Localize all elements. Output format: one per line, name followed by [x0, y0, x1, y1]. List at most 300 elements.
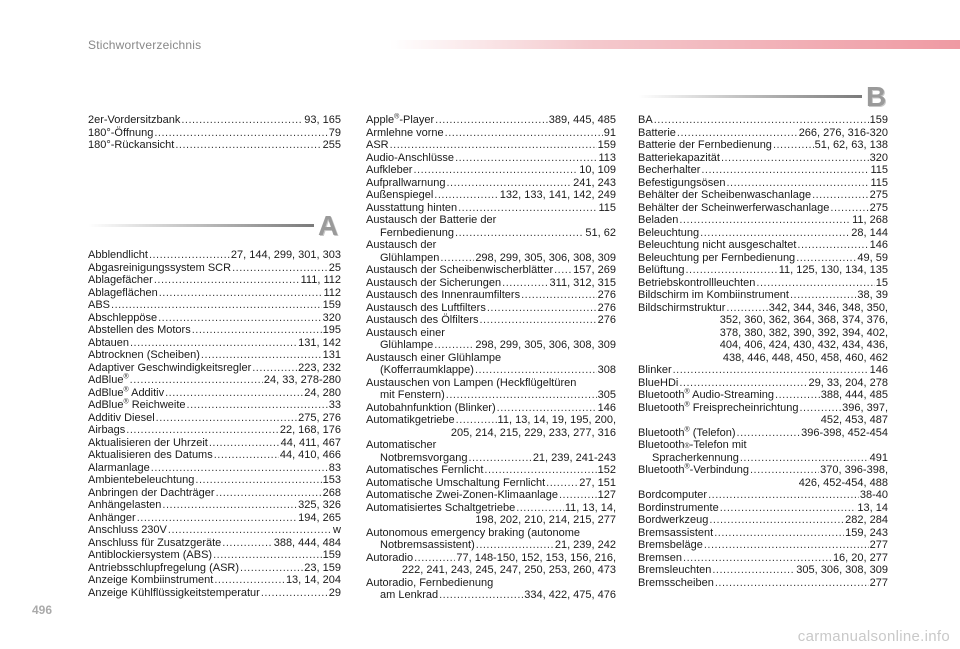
leader-dots: [201, 349, 322, 362]
page-references: 132, 133, 141, 142, 249: [499, 189, 616, 201]
page-references-continued: 205, 214, 215, 229, 233, 277, 316: [450, 426, 616, 439]
index-entry: [88, 574, 341, 587]
page-references: 44, 411, 467: [280, 436, 341, 449]
index-entry-line: [88, 324, 341, 337]
index-term: Aufprallwarnung: [366, 176, 446, 189]
index-entry: [88, 524, 341, 537]
index-entry: [88, 374, 341, 387]
index-entry: [638, 389, 888, 402]
index-term: Anschluss 230V: [88, 524, 167, 536]
index-term: Abgasreinigungssystem SCR: [88, 261, 232, 274]
index-entry-line: [88, 412, 341, 425]
index-entry-line: [88, 437, 341, 450]
index-entry-line: [366, 139, 616, 152]
index-entry-line: [88, 524, 341, 537]
index-term: 180°-Öffnung: [88, 126, 154, 139]
index-term: Abtrocknen (Scheiben): [88, 349, 200, 361]
index-entry: [638, 527, 888, 540]
page-references: 241, 243: [573, 176, 616, 189]
index-entry: [88, 127, 341, 140]
index-term: Autonomous emergency braking (autonome: [366, 526, 581, 539]
watermark: carmanualsonline.info: [797, 628, 950, 645]
page-references: 11, 268: [852, 214, 888, 226]
index-entry: [638, 164, 888, 177]
index-term: Bluetooth®-Verbindung: [638, 463, 749, 476]
index-entry: [88, 549, 341, 562]
index-entry-line: [88, 349, 341, 362]
leader-dots: [559, 489, 597, 502]
page-references: 320: [322, 311, 341, 324]
index-entry-line: [638, 502, 888, 515]
index-entry: [366, 189, 616, 202]
leader-dots: [502, 277, 548, 290]
index-entry: [638, 214, 888, 227]
page-references: 159, 243: [845, 526, 888, 539]
index-term: Glühlampe: [380, 339, 434, 351]
index-term: Aktualisieren der Uhrzeit: [88, 436, 208, 449]
index-term: Ausstattung hinten: [366, 201, 458, 214]
leader-dots: [673, 364, 869, 377]
index-term: Becherhalter: [638, 164, 701, 176]
leader-dots: [151, 462, 328, 475]
index-entry-line: [88, 312, 341, 325]
index-entry-line: [366, 177, 616, 190]
index-entry: [638, 139, 888, 152]
index-entry-line: [88, 462, 341, 475]
index-entry-line: [638, 402, 888, 415]
leader-dots: [232, 262, 328, 275]
page-references: 131: [322, 349, 341, 361]
index-term: Fernbedienung: [380, 226, 455, 239]
index-term: Betriebskontrollleuchten: [638, 276, 756, 289]
leader-dots: [165, 387, 303, 400]
index-entry-line: [366, 289, 616, 302]
leader-dots: [726, 302, 767, 315]
index-term: Beleuchtung: [638, 226, 700, 239]
index-entry: [88, 399, 341, 412]
index-entry: [638, 502, 888, 515]
index-entry-line: [366, 477, 616, 490]
page-references: 282, 284: [845, 514, 888, 526]
page-references: 111, 112: [300, 274, 341, 286]
page-references: 27, 144, 299, 301, 303: [230, 249, 341, 261]
leader-dots: [111, 299, 322, 312]
page-references: 131, 142: [298, 336, 341, 349]
index-entry-line: [88, 562, 341, 575]
index-entry: [638, 252, 888, 265]
leader-dots: [685, 264, 777, 277]
page-references: 23, 159: [304, 561, 341, 574]
page-references: 115: [870, 176, 888, 189]
index-entry-line: [366, 502, 616, 515]
index-term: Beleuchtung per Fernbedienung: [638, 251, 796, 264]
index-entry-line: [366, 152, 616, 165]
index-term: Austausch des Luftfilters: [366, 301, 486, 314]
index-entry-line: [366, 227, 616, 240]
leader-dots: [456, 414, 497, 427]
page-references: 24, 33, 278-280: [263, 374, 341, 386]
page-references-continued: 438, 446, 448, 450, 458, 460, 462: [722, 351, 888, 364]
index-entry: [366, 264, 616, 277]
page-references: 275, 276: [298, 411, 341, 424]
index-term: Blinker: [638, 364, 672, 376]
index-term: Bluetooth® Freisprecheinrichtung: [638, 400, 799, 414]
leader-dots: [439, 589, 523, 602]
leader-dots: [797, 239, 868, 252]
index-entry: [366, 527, 616, 552]
index-term: Austausch der Batterie der: [366, 214, 497, 226]
letter-rule: [88, 224, 314, 227]
index-entry-line: [88, 399, 341, 412]
leader-dots: [214, 574, 285, 587]
index-term: Anzeige Kühlflüssigkeitstemperatur: [88, 586, 260, 599]
index-term: Austausch des Innenraumfilters: [366, 289, 521, 301]
index-term: 180°-Rückansicht: [88, 139, 175, 151]
index-entry: [88, 587, 341, 600]
leader-dots: [679, 377, 807, 390]
leader-dots: [390, 139, 597, 152]
page-references: 11, 125, 130, 134, 135: [778, 264, 888, 276]
index-entry: [88, 487, 341, 500]
page-references: 113: [598, 151, 616, 164]
leader-dots: [216, 487, 322, 500]
index-entry-line: [638, 289, 888, 302]
leader-dots: [737, 427, 801, 440]
index-term: AdBlue®: [88, 373, 129, 386]
index-entry-line: [366, 314, 616, 327]
index-column-2: [366, 114, 616, 602]
page-references: 159: [322, 549, 341, 561]
leader-dots: [714, 527, 844, 540]
page-references: 277: [869, 576, 888, 589]
index-term: Austausch einer: [366, 326, 445, 339]
leader-dots: [773, 139, 814, 152]
leader-dots: [209, 437, 280, 450]
index-entry-line: [366, 202, 616, 215]
page-references: 16, 20, 277: [832, 551, 888, 564]
index-term: Anschluss für Zusatzgeräte: [88, 536, 222, 549]
index-term: Bremsen: [638, 551, 683, 564]
letter-heading-a: A: [318, 210, 339, 241]
leader-dots: [447, 177, 573, 190]
leader-dots: [240, 562, 303, 575]
index-term: Austausch einer Glühlampe: [366, 351, 502, 364]
index-entry: [88, 287, 341, 300]
index-term: Behälter der Scheinwerferwaschanlage: [638, 201, 830, 214]
leader-dots: [440, 252, 474, 265]
index-term: Batterie: [638, 126, 676, 139]
index-term: AdBlue® Additiv: [88, 385, 165, 399]
page-references: 157, 269: [573, 264, 616, 276]
index-term: Austausch der Scheibenwischerblätter: [366, 264, 554, 276]
leader-dots: [654, 114, 869, 127]
index-term: Ablagefächer: [88, 274, 153, 286]
index-term: Bluetooth ® -Telefon mit: [638, 439, 747, 451]
index-entry: [88, 349, 341, 362]
leader-dots: [445, 127, 603, 140]
index-entry-line: [366, 339, 616, 352]
leader-dots: [790, 289, 856, 302]
index-term: Aktualisieren des Datums: [88, 449, 213, 461]
index-entry: [88, 324, 341, 337]
leader-dots: [812, 189, 869, 202]
index-entry: [88, 412, 341, 425]
index-entry-line: [366, 189, 616, 202]
page-references: 275: [869, 189, 888, 201]
index-term: Bildschirm im Kombiinstrument: [638, 289, 789, 301]
index-entry-line: [88, 139, 341, 152]
index-term: Beleuchtung nicht ausgeschaltet: [638, 239, 797, 251]
index-term: Befestigungsösen: [638, 176, 726, 189]
index-term: Beladen: [638, 214, 679, 226]
index-entry-line: [366, 364, 616, 377]
index-term: Abstellen des Motors: [88, 324, 191, 336]
leader-dots: [683, 552, 832, 565]
index-entry-line: [88, 249, 341, 262]
index-entry: [638, 289, 888, 302]
index-term: Abtauen: [88, 336, 129, 349]
index-entry-line: [638, 577, 888, 590]
index-entry: [366, 139, 616, 152]
page-references: 305, 306, 308, 309: [796, 564, 888, 576]
index-entry: [366, 314, 616, 327]
index-term: Anbringen der Dachträger: [88, 486, 215, 499]
index-term: Austausch der: [366, 239, 437, 251]
leader-dots: [796, 252, 856, 265]
leader-dots: [709, 514, 844, 527]
index-entry: [88, 437, 341, 450]
page-references: 25: [328, 261, 341, 274]
letter-rule: [638, 95, 862, 98]
leader-dots: [434, 189, 499, 202]
leader-dots: [800, 402, 842, 415]
index-term: Batteriekapazität: [638, 151, 720, 164]
index-entry-line: [638, 489, 888, 502]
leader-dots: [181, 114, 303, 127]
index-term: Bordwerkzeug: [638, 514, 709, 526]
index-entry: [638, 514, 888, 527]
index-term: Automatische Zwei-Zonen-Klimaanlage: [366, 489, 558, 501]
index-entry-line: [88, 449, 341, 462]
page-references: 223, 232: [298, 361, 341, 374]
index-entry: [638, 364, 888, 377]
page-references: 13, 14, 204: [285, 574, 341, 586]
leader-dots: [468, 452, 531, 465]
leader-dots: [214, 449, 279, 462]
index-entry: [638, 564, 888, 577]
leader-dots: [130, 374, 263, 387]
page-references: 298, 299, 305, 306, 308, 309: [475, 339, 616, 351]
leader-dots: [162, 499, 297, 512]
index-term: ABS: [88, 299, 111, 311]
index-entry-line: [638, 377, 888, 390]
leader-dots: [712, 564, 795, 577]
index-entry-line: [88, 512, 341, 525]
index-term: Autobahnfunktion (Blinker): [366, 401, 496, 414]
index-term: Autoradio, Fernbedienung: [366, 576, 494, 589]
page-references: 15: [875, 276, 888, 289]
page-references: 44, 410, 466: [279, 449, 341, 461]
index-entry-line: [638, 127, 888, 140]
index-term: Bluetooth® (Telefon): [638, 425, 736, 439]
leader-dots: [126, 424, 279, 437]
index-term: Automatisches Fernlicht: [366, 464, 484, 476]
index-term: Glühlampen: [380, 251, 440, 264]
index-term: Anzeige Kombiinstrument: [88, 574, 214, 586]
index-term: Automatischer: [366, 439, 437, 451]
leader-dots: [750, 464, 819, 477]
index-entry: [366, 377, 616, 402]
index-entry-line: [638, 389, 888, 402]
index-term: Aufkleber: [366, 164, 413, 176]
leader-dots: [154, 127, 327, 140]
header-bar: [390, 40, 960, 49]
index-entry-line: [88, 127, 341, 140]
index-entry: [366, 577, 616, 602]
page-references: 112: [323, 286, 341, 299]
index-entry: [88, 424, 341, 437]
index-term: am Lenkrad: [380, 589, 439, 601]
index-entry-line: [638, 564, 888, 577]
page-references: 334, 422, 475, 476: [524, 589, 616, 601]
index-term: Audio-Anschlüsse: [366, 151, 455, 164]
leader-dots: [756, 277, 874, 290]
index-term: Apple®-Player: [366, 113, 435, 126]
index-term: Antriebsschlupfregelung (ASR): [88, 561, 240, 574]
index-entry: [638, 114, 888, 127]
index-entry-line: [638, 152, 888, 165]
index-entry: [88, 299, 341, 312]
index-term: BA: [638, 114, 653, 126]
index-entry: [638, 127, 888, 140]
index-term: Notbremsassistent): [380, 539, 475, 551]
page-references: 195: [322, 324, 341, 336]
index-entry-line: [638, 239, 888, 252]
leader-dots: [414, 552, 455, 565]
index-term: Automatikgetriebe: [366, 414, 455, 426]
leader-dots: [158, 312, 322, 325]
index-column-1-a: [88, 249, 341, 599]
index-term: Additiv Diesel: [88, 411, 155, 424]
leader-dots: [480, 314, 597, 327]
index-term: Airbags: [88, 424, 126, 436]
page-references: 127: [597, 489, 616, 501]
page-references: 115: [870, 164, 888, 176]
index-term: Austausch des Ölfilters: [366, 314, 479, 326]
index-term: Adaptiver Geschwindigkeitsregler: [88, 361, 252, 374]
index-entry: [366, 402, 616, 415]
index-term: BlueHDi: [638, 376, 679, 389]
index-entry-line: [638, 189, 888, 202]
page-references: 305: [597, 389, 616, 401]
index-term: Außenspiegel: [366, 189, 434, 201]
page-references: 370, 396-398,: [820, 464, 888, 476]
page-references: 28, 144: [851, 226, 888, 239]
leader-dots: [554, 264, 572, 277]
leader-dots: [700, 227, 850, 240]
leader-dots: [516, 502, 564, 515]
leader-dots: [446, 389, 597, 402]
page-references: 79: [328, 126, 341, 139]
page-references-continued: 452, 453, 487: [820, 414, 888, 426]
index-entry: [366, 214, 616, 239]
index-entry-line: [638, 177, 888, 190]
page-references: w: [333, 524, 341, 536]
page-references: 115: [598, 201, 616, 214]
index-entry-line: [638, 464, 888, 477]
index-entry: [366, 202, 616, 215]
index-entry-line: [638, 264, 888, 277]
index-entry: [638, 189, 888, 202]
page-references: 83: [328, 461, 341, 474]
index-entry: [366, 302, 616, 315]
index-entry-line: [88, 487, 341, 500]
index-entry: [366, 464, 616, 477]
leader-dots: [455, 227, 584, 240]
index-term: Anhängelasten: [88, 499, 162, 511]
index-entry: [366, 164, 616, 177]
page-references: 51, 62, 63, 138: [814, 139, 888, 151]
index-entry: [638, 402, 888, 427]
page-references: 33: [328, 399, 341, 411]
index-entry: [366, 177, 616, 190]
index-term: Armlehne vorne: [366, 126, 444, 139]
page-references: 276: [597, 314, 616, 326]
index-entry: [638, 439, 888, 464]
header-title: Stichwortverzeichnis: [88, 38, 202, 52]
index-entry-line: [638, 539, 888, 552]
leader-dots: [677, 127, 798, 140]
page-references: 159: [322, 299, 341, 311]
leader-dots: [159, 287, 323, 300]
index-entry: [88, 562, 341, 575]
page-references: 275: [869, 201, 888, 214]
page-references-continued: 222, 241, 243, 245, 247, 250, 253, 260, 473: [401, 564, 616, 576]
index-entry: [366, 277, 616, 290]
index-term: Bluetooth® Audio-Streaming: [638, 388, 775, 401]
index-term: Bremsscheiben: [638, 576, 714, 589]
index-entry: [366, 477, 616, 490]
page-references: 276: [597, 301, 616, 314]
index-entry: [366, 502, 616, 527]
index-entry-line: [366, 264, 616, 277]
index-entry: [366, 114, 616, 127]
page-references-continued: 426, 452-454, 488: [798, 476, 888, 489]
index-entry: [88, 312, 341, 325]
page-references: 311, 312, 315: [549, 276, 616, 289]
index-term: Bildschirmstruktur: [638, 301, 726, 314]
index-term: ASR: [366, 139, 389, 151]
page-number: 496: [32, 603, 53, 617]
index-entry: [638, 539, 888, 552]
index-entry-line: [88, 287, 341, 300]
index-entry: [638, 427, 888, 440]
page-references: 325, 326: [298, 499, 341, 511]
index-entry-line: [638, 552, 888, 565]
index-entry-line: [88, 274, 341, 287]
index-term: mit Fenstern): [380, 389, 445, 401]
leader-dots: [484, 464, 596, 477]
index-entry: [638, 302, 888, 365]
index-term: Belüftung: [638, 264, 685, 276]
page-references: 11, 13, 14, 19, 195, 200,: [497, 414, 616, 426]
leader-dots: [546, 477, 578, 490]
index-term: Automatisiertes Schaltgetriebe: [366, 501, 516, 514]
page-references: 298, 299, 305, 306, 308, 309: [475, 251, 616, 264]
page-references: 27, 151: [579, 476, 616, 489]
leader-dots: [715, 577, 869, 590]
index-entry-line: [366, 252, 616, 265]
